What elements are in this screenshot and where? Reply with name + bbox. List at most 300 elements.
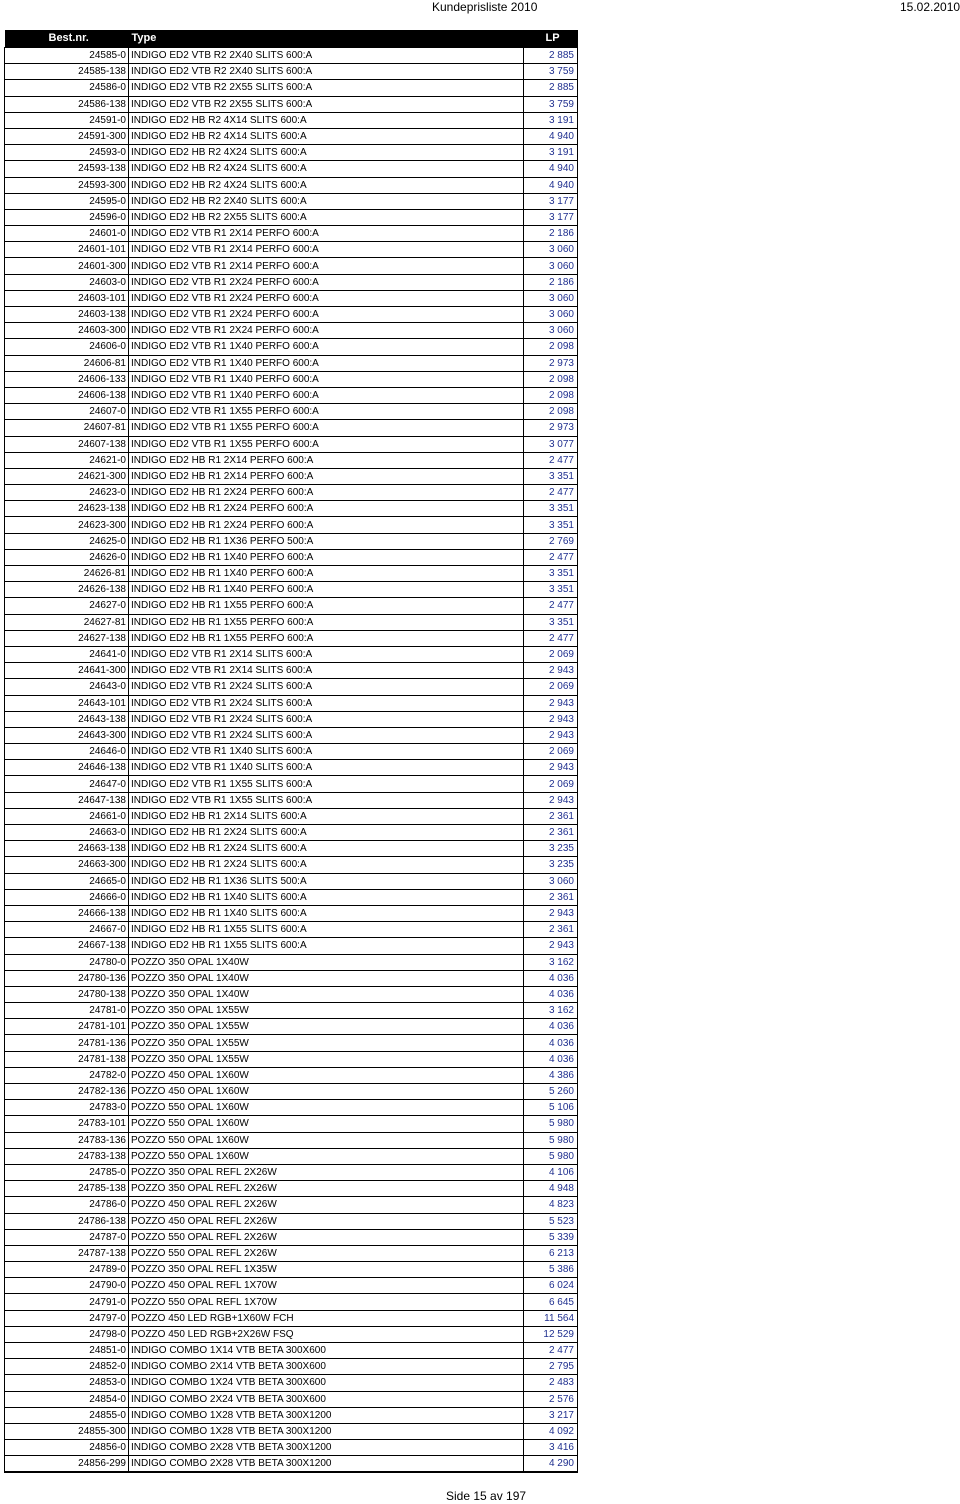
page-header <box>0 0 960 14</box>
cell-type: INDIGO COMBO 2X28 VTB BETA 300X1200 <box>129 1456 524 1473</box>
cell-type: POZZO 450 OPAL REFL 1X70W <box>129 1278 524 1294</box>
cell-lp: 2 973 <box>524 355 578 371</box>
table-row <box>5 905 578 921</box>
cell-best-nr: 24665-0 <box>5 873 129 889</box>
cell-type: INDIGO COMBO 1X24 VTB BETA 300X600 <box>129 1375 524 1391</box>
cell-type: INDIGO ED2 HB R2 4X24 SLITS 600:A <box>129 161 524 177</box>
table-row <box>5 630 578 646</box>
table-row <box>5 1262 578 1278</box>
cell-best-nr: 24621-300 <box>5 468 129 484</box>
cell-lp: 3 077 <box>524 436 578 452</box>
cell-type: INDIGO ED2 VTB R1 1X40 SLITS 600:A <box>129 760 524 776</box>
cell-lp: 2 361 <box>524 808 578 824</box>
cell-lp: 6 645 <box>524 1294 578 1310</box>
cell-best-nr: 24603-101 <box>5 290 129 306</box>
cell-lp: 4 036 <box>524 986 578 1002</box>
page-number: Side 15 av 197 <box>446 1489 527 1503</box>
cell-lp: 2 477 <box>524 549 578 565</box>
table-row <box>5 857 578 873</box>
cell-best-nr: 24780-138 <box>5 986 129 1002</box>
table-row <box>5 663 578 679</box>
table-row <box>5 760 578 776</box>
table-row <box>5 323 578 339</box>
document-title: Kundeprisliste 2010 <box>432 0 538 14</box>
table-row <box>5 226 578 242</box>
cell-type: INDIGO ED2 HB R1 1X40 PERFO 600:A <box>129 566 524 582</box>
table-row <box>5 468 578 484</box>
cell-type: INDIGO ED2 VTB R2 2X40 SLITS 600:A <box>129 64 524 80</box>
cell-type: INDIGO ED2 HB R1 1X40 SLITS 600:A <box>129 889 524 905</box>
cell-type: INDIGO ED2 HB R2 2X55 SLITS 600:A <box>129 209 524 225</box>
cell-lp: 2 769 <box>524 533 578 549</box>
cell-lp: 4 092 <box>524 1423 578 1439</box>
cell-type: POZZO 550 OPAL REFL 1X70W <box>129 1294 524 1310</box>
cell-best-nr: 24783-136 <box>5 1132 129 1148</box>
cell-lp: 5 980 <box>524 1116 578 1132</box>
cell-best-nr: 24595-0 <box>5 193 129 209</box>
cell-type: INDIGO ED2 HB R1 2X14 PERFO 600:A <box>129 452 524 468</box>
table-row <box>5 145 578 161</box>
cell-best-nr: 24666-0 <box>5 889 129 905</box>
table-row <box>5 258 578 274</box>
cell-lp: 2 361 <box>524 889 578 905</box>
table-row <box>5 792 578 808</box>
cell-type: INDIGO ED2 VTB R1 1X40 PERFO 600:A <box>129 339 524 355</box>
cell-lp: 11 564 <box>524 1310 578 1326</box>
cell-lp: 2 943 <box>524 695 578 711</box>
cell-type: INDIGO COMBO 1X28 VTB BETA 300X1200 <box>129 1407 524 1423</box>
cell-lp: 2 477 <box>524 598 578 614</box>
cell-lp: 2 483 <box>524 1375 578 1391</box>
table-row <box>5 614 578 630</box>
cell-lp: 4 036 <box>524 970 578 986</box>
table-row <box>5 1116 578 1132</box>
cell-best-nr: 24853-0 <box>5 1375 129 1391</box>
table-row <box>5 533 578 549</box>
cell-best-nr: 24781-0 <box>5 1003 129 1019</box>
cell-type: POZZO 450 OPAL REFL 2X26W <box>129 1197 524 1213</box>
cell-lp: 3 191 <box>524 145 578 161</box>
cell-type: INDIGO ED2 HB R2 4X14 SLITS 600:A <box>129 128 524 144</box>
cell-type: INDIGO ED2 VTB R1 1X40 PERFO 600:A <box>129 371 524 387</box>
cell-type: INDIGO ED2 HB R1 1X40 PERFO 600:A <box>129 549 524 565</box>
cell-type: INDIGO COMBO 1X14 VTB BETA 300X600 <box>129 1343 524 1359</box>
cell-best-nr: 24667-138 <box>5 938 129 954</box>
cell-lp: 4 036 <box>524 1051 578 1067</box>
table-row <box>5 695 578 711</box>
cell-type: INDIGO ED2 VTB R1 2X24 SLITS 600:A <box>129 695 524 711</box>
table-row <box>5 371 578 387</box>
table-row <box>5 452 578 468</box>
cell-best-nr: 24643-101 <box>5 695 129 711</box>
cell-best-nr: 24606-0 <box>5 339 129 355</box>
table-row <box>5 517 578 533</box>
cell-type: INDIGO ED2 HB R1 2X24 PERFO 600:A <box>129 501 524 517</box>
cell-best-nr: 24786-0 <box>5 1197 129 1213</box>
cell-lp: 2 186 <box>524 226 578 242</box>
cell-best-nr: 24783-138 <box>5 1148 129 1164</box>
cell-best-nr: 24626-81 <box>5 566 129 582</box>
table-body <box>5 48 578 1473</box>
cell-best-nr: 24643-300 <box>5 727 129 743</box>
cell-lp: 2 098 <box>524 371 578 387</box>
table-row <box>5 566 578 582</box>
cell-lp: 6 024 <box>524 1278 578 1294</box>
cell-type: INDIGO ED2 HB R1 2X24 PERFO 600:A <box>129 485 524 501</box>
cell-type: INDIGO ED2 HB R2 2X40 SLITS 600:A <box>129 193 524 209</box>
cell-lp: 2 477 <box>524 452 578 468</box>
cell-type: POZZO 350 OPAL 1X40W <box>129 954 524 970</box>
table-row <box>5 1407 578 1423</box>
cell-best-nr: 24780-136 <box>5 970 129 986</box>
cell-lp: 2 361 <box>524 825 578 841</box>
cell-best-nr: 24601-300 <box>5 258 129 274</box>
cell-best-nr: 24663-300 <box>5 857 129 873</box>
cell-best-nr: 24854-0 <box>5 1391 129 1407</box>
cell-best-nr: 24591-300 <box>5 128 129 144</box>
table-row <box>5 1229 578 1245</box>
cell-lp: 3 351 <box>524 614 578 630</box>
table-row <box>5 1375 578 1391</box>
cell-lp: 3 351 <box>524 468 578 484</box>
cell-type: INDIGO ED2 VTB R1 2X14 PERFO 600:A <box>129 242 524 258</box>
table-row <box>5 582 578 598</box>
cell-lp: 4 036 <box>524 1035 578 1051</box>
cell-type: INDIGO ED2 HB R1 2X14 PERFO 600:A <box>129 468 524 484</box>
cell-type: INDIGO ED2 VTB R1 1X55 PERFO 600:A <box>129 420 524 436</box>
table-row <box>5 1148 578 1164</box>
cell-type: POZZO 350 OPAL 1X40W <box>129 986 524 1002</box>
cell-type: POZZO 350 OPAL 1X40W <box>129 970 524 986</box>
cell-best-nr: 24643-138 <box>5 711 129 727</box>
cell-type: POZZO 550 OPAL 1X60W <box>129 1100 524 1116</box>
cell-type: INDIGO ED2 VTB R1 1X55 SLITS 600:A <box>129 776 524 792</box>
cell-best-nr: 24626-0 <box>5 549 129 565</box>
cell-lp: 3 759 <box>524 64 578 80</box>
table-row <box>5 1164 578 1180</box>
cell-best-nr: 24781-101 <box>5 1019 129 1035</box>
table-row <box>5 922 578 938</box>
cell-lp: 2 069 <box>524 646 578 662</box>
cell-best-nr: 24798-0 <box>5 1326 129 1342</box>
cell-type: POZZO 350 OPAL 1X55W <box>129 1051 524 1067</box>
cell-best-nr: 24601-101 <box>5 242 129 258</box>
cell-lp: 3 217 <box>524 1407 578 1423</box>
cell-best-nr: 24607-138 <box>5 436 129 452</box>
cell-lp: 3 060 <box>524 873 578 889</box>
cell-best-nr: 24586-0 <box>5 80 129 96</box>
column-header-type: Type <box>129 30 524 48</box>
cell-type: INDIGO COMBO 1X28 VTB BETA 300X1200 <box>129 1423 524 1439</box>
table-row <box>5 96 578 112</box>
table-row <box>5 1456 578 1473</box>
cell-best-nr: 24623-138 <box>5 501 129 517</box>
cell-best-nr: 24593-300 <box>5 177 129 193</box>
cell-best-nr: 24647-0 <box>5 776 129 792</box>
cell-type: INDIGO ED2 VTB R1 1X55 SLITS 600:A <box>129 792 524 808</box>
table-row <box>5 1213 578 1229</box>
cell-lp: 4 940 <box>524 128 578 144</box>
cell-best-nr: 24646-0 <box>5 744 129 760</box>
cell-lp: 3 759 <box>524 96 578 112</box>
table-row <box>5 112 578 128</box>
cell-lp: 3 351 <box>524 582 578 598</box>
cell-best-nr: 24785-0 <box>5 1164 129 1180</box>
table-row <box>5 1391 578 1407</box>
cell-best-nr: 24663-138 <box>5 841 129 857</box>
cell-lp: 6 213 <box>524 1245 578 1261</box>
cell-type: POZZO 450 OPAL 1X60W <box>129 1084 524 1100</box>
cell-best-nr: 24782-0 <box>5 1067 129 1083</box>
cell-lp: 3 235 <box>524 841 578 857</box>
table-row <box>5 1278 578 1294</box>
cell-type: INDIGO ED2 VTB R1 1X40 PERFO 600:A <box>129 387 524 403</box>
cell-lp: 3 416 <box>524 1440 578 1456</box>
cell-type: INDIGO ED2 VTB R2 2X55 SLITS 600:A <box>129 80 524 96</box>
cell-lp: 3 235 <box>524 857 578 873</box>
cell-best-nr: 24666-138 <box>5 905 129 921</box>
cell-lp: 2 098 <box>524 387 578 403</box>
table-row <box>5 80 578 96</box>
table-row <box>5 1019 578 1035</box>
cell-type: POZZO 350 OPAL REFL 2X26W <box>129 1164 524 1180</box>
table-row <box>5 549 578 565</box>
cell-lp: 2 477 <box>524 485 578 501</box>
cell-lp: 2 943 <box>524 760 578 776</box>
cell-lp: 2 098 <box>524 339 578 355</box>
table-row <box>5 501 578 517</box>
cell-type: POZZO 450 LED RGB+1X60W FCH <box>129 1310 524 1326</box>
cell-type: INDIGO ED2 HB R1 1X55 SLITS 600:A <box>129 938 524 954</box>
cell-lp: 3 162 <box>524 954 578 970</box>
cell-best-nr: 24782-136 <box>5 1084 129 1100</box>
table-row <box>5 727 578 743</box>
cell-lp: 2 069 <box>524 744 578 760</box>
cell-type: POZZO 550 OPAL 1X60W <box>129 1132 524 1148</box>
cell-best-nr: 24661-0 <box>5 808 129 824</box>
table-row <box>5 889 578 905</box>
cell-type: INDIGO ED2 HB R1 2X24 SLITS 600:A <box>129 825 524 841</box>
table-row <box>5 679 578 695</box>
cell-type: POZZO 450 LED RGB+2X26W FSQ <box>129 1326 524 1342</box>
cell-type: INDIGO ED2 VTB R2 2X55 SLITS 600:A <box>129 96 524 112</box>
cell-type: INDIGO ED2 HB R1 2X24 PERFO 600:A <box>129 517 524 533</box>
cell-type: INDIGO ED2 VTB R1 1X40 PERFO 600:A <box>129 355 524 371</box>
cell-best-nr: 24789-0 <box>5 1262 129 1278</box>
cell-lp: 2 361 <box>524 922 578 938</box>
table-row <box>5 177 578 193</box>
cell-best-nr: 24625-0 <box>5 533 129 549</box>
cell-lp: 12 529 <box>524 1326 578 1342</box>
cell-best-nr: 24781-138 <box>5 1051 129 1067</box>
cell-type: INDIGO ED2 VTB R1 2X24 PERFO 600:A <box>129 290 524 306</box>
table-row <box>5 970 578 986</box>
cell-type: INDIGO ED2 VTB R1 1X40 SLITS 600:A <box>129 744 524 760</box>
cell-lp: 2 943 <box>524 938 578 954</box>
cell-lp: 3 060 <box>524 290 578 306</box>
table-row <box>5 1440 578 1456</box>
table-row <box>5 986 578 1002</box>
cell-best-nr: 24607-0 <box>5 404 129 420</box>
cell-lp: 4 940 <box>524 161 578 177</box>
cell-lp: 4 948 <box>524 1181 578 1197</box>
table-row <box>5 307 578 323</box>
table-row <box>5 1051 578 1067</box>
table-row <box>5 242 578 258</box>
cell-best-nr: 24623-0 <box>5 485 129 501</box>
column-header-best-nr: Best.nr. <box>5 30 129 48</box>
table-row <box>5 1035 578 1051</box>
cell-type: INDIGO ED2 HB R1 2X24 SLITS 600:A <box>129 857 524 873</box>
cell-best-nr: 24621-0 <box>5 452 129 468</box>
cell-lp: 3 060 <box>524 242 578 258</box>
cell-type: INDIGO ED2 HB R1 1X55 SLITS 600:A <box>129 922 524 938</box>
table-row <box>5 1132 578 1148</box>
cell-best-nr: 24851-0 <box>5 1343 129 1359</box>
cell-lp: 2 069 <box>524 776 578 792</box>
cell-type: POZZO 350 OPAL REFL 2X26W <box>129 1181 524 1197</box>
table-row <box>5 873 578 889</box>
table-row <box>5 776 578 792</box>
cell-lp: 3 351 <box>524 566 578 582</box>
cell-type: INDIGO ED2 HB R2 4X14 SLITS 600:A <box>129 112 524 128</box>
cell-lp: 2 477 <box>524 1343 578 1359</box>
cell-lp: 5 523 <box>524 1213 578 1229</box>
cell-lp: 3 191 <box>524 112 578 128</box>
cell-best-nr: 24606-133 <box>5 371 129 387</box>
cell-type: POZZO 550 OPAL 1X60W <box>129 1116 524 1132</box>
table-row <box>5 436 578 452</box>
cell-best-nr: 24593-0 <box>5 145 129 161</box>
table-row <box>5 1294 578 1310</box>
table-row <box>5 1067 578 1083</box>
table-row <box>5 161 578 177</box>
cell-lp: 3 177 <box>524 209 578 225</box>
column-header-lp: LP <box>524 30 578 48</box>
cell-type: POZZO 450 OPAL 1X60W <box>129 1067 524 1083</box>
cell-best-nr: 24626-138 <box>5 582 129 598</box>
cell-lp: 4 823 <box>524 1197 578 1213</box>
cell-type: INDIGO ED2 VTB R1 1X55 PERFO 600:A <box>129 436 524 452</box>
table-row <box>5 128 578 144</box>
cell-best-nr: 24596-0 <box>5 209 129 225</box>
cell-lp: 2 943 <box>524 663 578 679</box>
cell-lp: 5 386 <box>524 1262 578 1278</box>
table-row <box>5 808 578 824</box>
cell-best-nr: 24627-138 <box>5 630 129 646</box>
table-row <box>5 744 578 760</box>
cell-best-nr: 24623-300 <box>5 517 129 533</box>
cell-type: INDIGO ED2 HB R1 1X55 PERFO 600:A <box>129 598 524 614</box>
table-row <box>5 1181 578 1197</box>
cell-best-nr: 24797-0 <box>5 1310 129 1326</box>
cell-lp: 4 036 <box>524 1019 578 1035</box>
cell-lp: 3 351 <box>524 501 578 517</box>
table-row <box>5 1003 578 1019</box>
cell-lp: 2 943 <box>524 792 578 808</box>
cell-type: INDIGO ED2 HB R2 4X24 SLITS 600:A <box>129 145 524 161</box>
cell-best-nr: 24790-0 <box>5 1278 129 1294</box>
table-row <box>5 1423 578 1439</box>
cell-best-nr: 24607-81 <box>5 420 129 436</box>
cell-best-nr: 24606-138 <box>5 387 129 403</box>
cell-type: INDIGO ED2 VTB R1 2X14 PERFO 600:A <box>129 226 524 242</box>
cell-type: INDIGO ED2 VTB R1 2X14 SLITS 600:A <box>129 646 524 662</box>
cell-type: INDIGO COMBO 2X28 VTB BETA 300X1200 <box>129 1440 524 1456</box>
cell-type: INDIGO ED2 HB R1 1X36 PERFO 500:A <box>129 533 524 549</box>
cell-type: INDIGO ED2 VTB R1 2X24 SLITS 600:A <box>129 679 524 695</box>
cell-type: INDIGO ED2 HB R1 2X24 SLITS 600:A <box>129 841 524 857</box>
table-row <box>5 1197 578 1213</box>
cell-type: INDIGO ED2 VTB R1 2X24 SLITS 600:A <box>129 727 524 743</box>
cell-best-nr: 24856-0 <box>5 1440 129 1456</box>
table-row <box>5 711 578 727</box>
cell-lp: 5 980 <box>524 1132 578 1148</box>
cell-type: POZZO 550 OPAL 1X60W <box>129 1148 524 1164</box>
table-row <box>5 485 578 501</box>
table-row <box>5 1100 578 1116</box>
table-row <box>5 64 578 80</box>
cell-type: INDIGO ED2 HB R1 1X40 PERFO 600:A <box>129 582 524 598</box>
cell-lp: 2 885 <box>524 48 578 64</box>
cell-type: INDIGO ED2 VTB R1 1X55 PERFO 600:A <box>129 404 524 420</box>
cell-best-nr: 24647-138 <box>5 792 129 808</box>
cell-best-nr: 24585-0 <box>5 48 129 64</box>
table-row <box>5 841 578 857</box>
cell-lp: 2 795 <box>524 1359 578 1375</box>
cell-best-nr: 24783-101 <box>5 1116 129 1132</box>
cell-type: INDIGO ED2 VTB R1 2X24 PERFO 600:A <box>129 323 524 339</box>
cell-lp: 5 980 <box>524 1148 578 1164</box>
table-row <box>5 825 578 841</box>
table-row <box>5 1245 578 1261</box>
cell-lp: 2 943 <box>524 905 578 921</box>
table-row <box>5 290 578 306</box>
cell-lp: 2 098 <box>524 404 578 420</box>
cell-best-nr: 24603-138 <box>5 307 129 323</box>
cell-lp: 2 576 <box>524 1391 578 1407</box>
cell-type: POZZO 350 OPAL 1X55W <box>129 1035 524 1051</box>
cell-best-nr: 24601-0 <box>5 226 129 242</box>
cell-best-nr: 24787-138 <box>5 1245 129 1261</box>
cell-type: INDIGO ED2 HB R1 2X14 SLITS 600:A <box>129 808 524 824</box>
cell-best-nr: 24780-0 <box>5 954 129 970</box>
cell-lp: 3 351 <box>524 517 578 533</box>
cell-lp: 5 339 <box>524 1229 578 1245</box>
cell-best-nr: 24781-136 <box>5 1035 129 1051</box>
cell-type: POZZO 550 OPAL REFL 2X26W <box>129 1229 524 1245</box>
cell-lp: 2 943 <box>524 711 578 727</box>
price-table <box>4 30 578 1473</box>
cell-type: INDIGO ED2 HB R1 1X40 SLITS 600:A <box>129 905 524 921</box>
cell-lp: 3 060 <box>524 323 578 339</box>
cell-best-nr: 24643-0 <box>5 679 129 695</box>
cell-type: INDIGO COMBO 2X14 VTB BETA 300X600 <box>129 1359 524 1375</box>
cell-best-nr: 24641-300 <box>5 663 129 679</box>
table-row <box>5 1326 578 1342</box>
cell-type: INDIGO ED2 VTB R1 2X24 SLITS 600:A <box>129 711 524 727</box>
cell-type: INDIGO ED2 HB R2 4X24 SLITS 600:A <box>129 177 524 193</box>
cell-lp: 2 943 <box>524 727 578 743</box>
table-row <box>5 646 578 662</box>
cell-lp: 4 290 <box>524 1456 578 1473</box>
cell-type: POZZO 450 OPAL REFL 2X26W <box>129 1213 524 1229</box>
cell-best-nr: 24646-138 <box>5 760 129 776</box>
cell-best-nr: 24787-0 <box>5 1229 129 1245</box>
cell-lp: 2 477 <box>524 630 578 646</box>
cell-type: INDIGO COMBO 2X24 VTB BETA 300X600 <box>129 1391 524 1407</box>
cell-type: INDIGO ED2 HB R1 1X55 PERFO 600:A <box>129 630 524 646</box>
